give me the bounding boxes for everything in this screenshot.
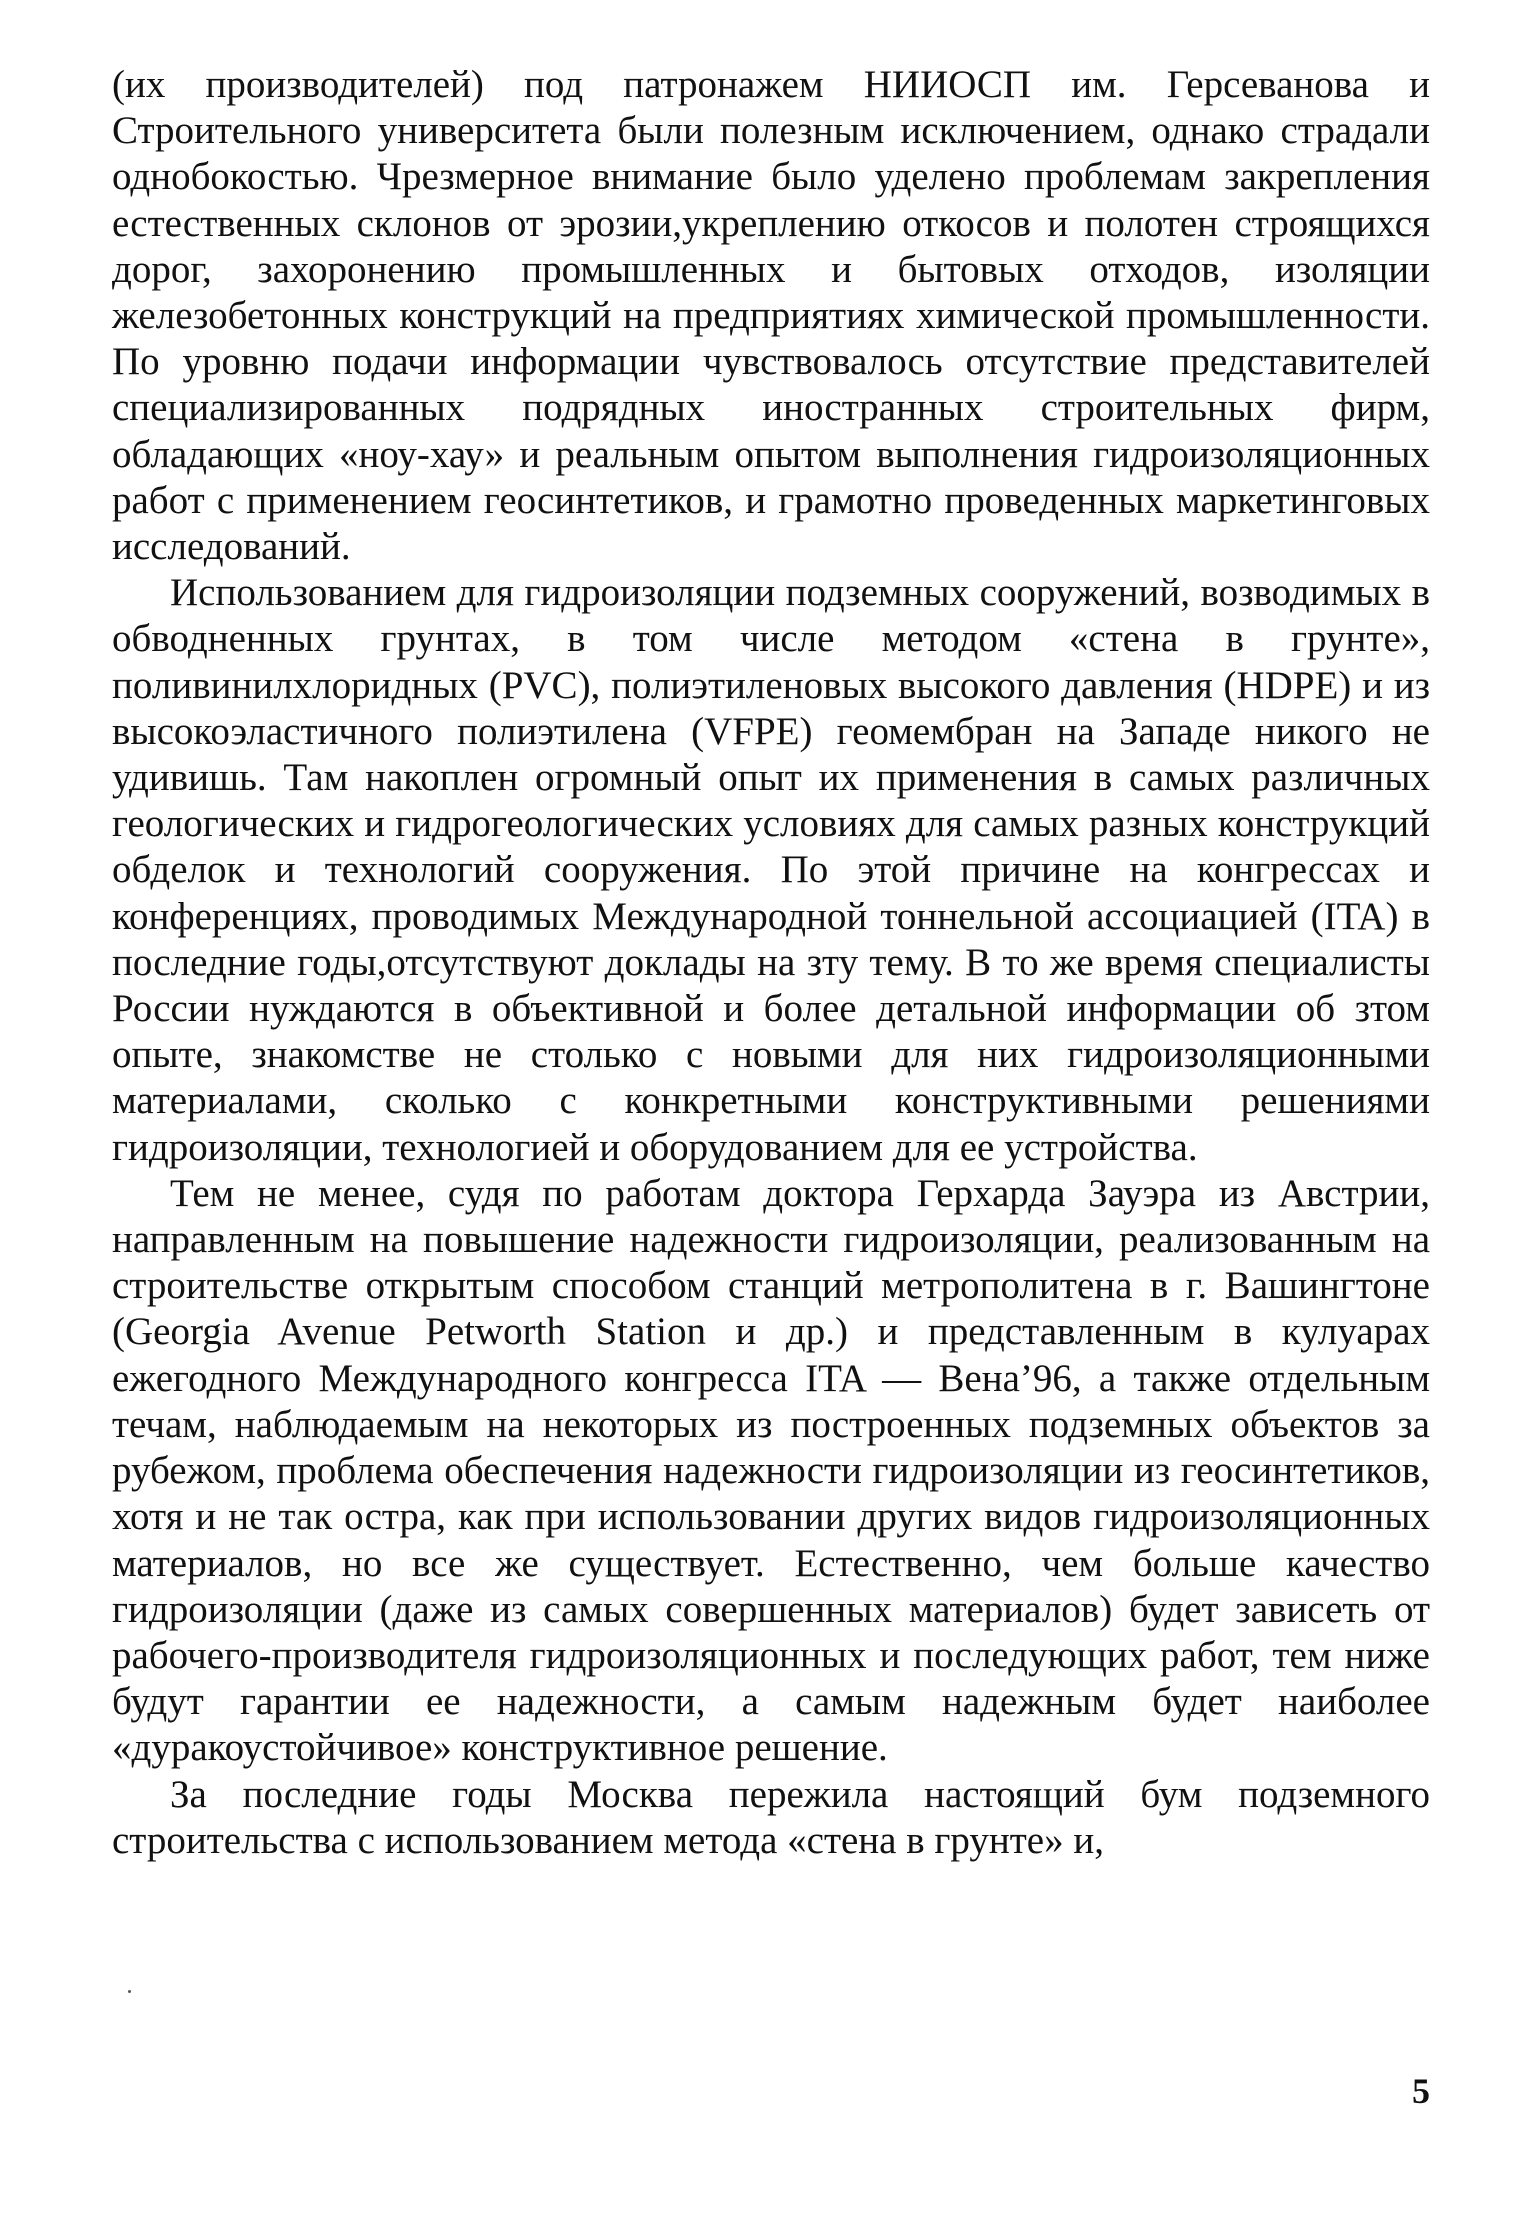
page-body bbox=[112, 62, 1430, 1864]
paragraph-3: Тем не менее, судя по работам доктора Герхарда Зауэра из Австрии, направленным на повышение надежности гидроизоляции, реализованным на строительстве открытым способом станций метрополитена в г. Вашингтоне (Georgia Avenue Petworth Station и др.) и представленным в кулуарах ежегодного Международного конгресса ITA — Вена’96, а также отдельным течам, наблюдаемым на некоторых из построенных подземных объектов за рубежом, проблема обеспечения надежности гидроизоляции из геосинтетиков, хотя и не так остра, как при использовании других видов гидроизоляционных материалов, но все же существует. Естественно, чем больше качество гидроизоляции (даже из самых совершенных материалов) будет зависеть от рабочего-производителя гидроизоляционных и последующих работ, тем ниже будут гарантии ее надежности, а самым надежным будет наиболее «дуракоустойчивое» конструктивное решение. bbox=[112, 1171, 1430, 1770]
paragraph-4: За последние годы Москва пережила настоящий бум подземного строительства с использованием метода «стена в грунте» и, bbox=[112, 1772, 1430, 1862]
page-number: 5 bbox=[1412, 2071, 1430, 2111]
paragraph-1: (их производителей) под патронажем НИИОСП им. Герсеванова и Строительного университета были полезным исключением, однако страдали однобокостью. Чрезмерное внимание было уделено проблемам закрепления естественных склонов от эрозии,укреплению откосов и полотен строящихся дорог, захоронению промышленных и бытовых отходов, изоляции железобетонных конструкций на предприятиях химической промышленности. По уровню подачи информации чувствовалось отсутствие представителей специализированных подрядных иностранных строительных фирм, обладающих «ноу-хау» и реальным опытом выполнения гидроизоляционных работ с применением геосинтетиков, и грамотно проведенных маркетинговых исследований. bbox=[112, 63, 1430, 569]
paragraph-2: Использованием для гидроизоляции подземных сооружений, возводимых в обводненных грунтах, в том числе методом «стена в грунте», поливинилхлоридных (PVC), полиэтиленовых высокого давления (HDPE) и из высокоэластичного полиэтилена (VFPE) геомембран на Западе никого не удивишь. Там накоплен огромный опыт их применения в самых различных геологических и гидрогеологических условиях для самых разных конструкций обделок и технологий сооружения. По этой причине на конгрессах и конференциях, проводимых Международной тоннельной ассоциацией (ITA) в последние годы,отсутствуют доклады на зту тему. В то же время специалисты России нуждаются в объективной и более детальной информации об зтом опыте, знакомстве не столько с новыми для них гидроизоляционными материалами, сколько с конкретными конструктивными решениями гидроизоляции, технологией и оборудованием для ее устройства. bbox=[112, 571, 1430, 1169]
scan-speck bbox=[128, 1990, 131, 1993]
